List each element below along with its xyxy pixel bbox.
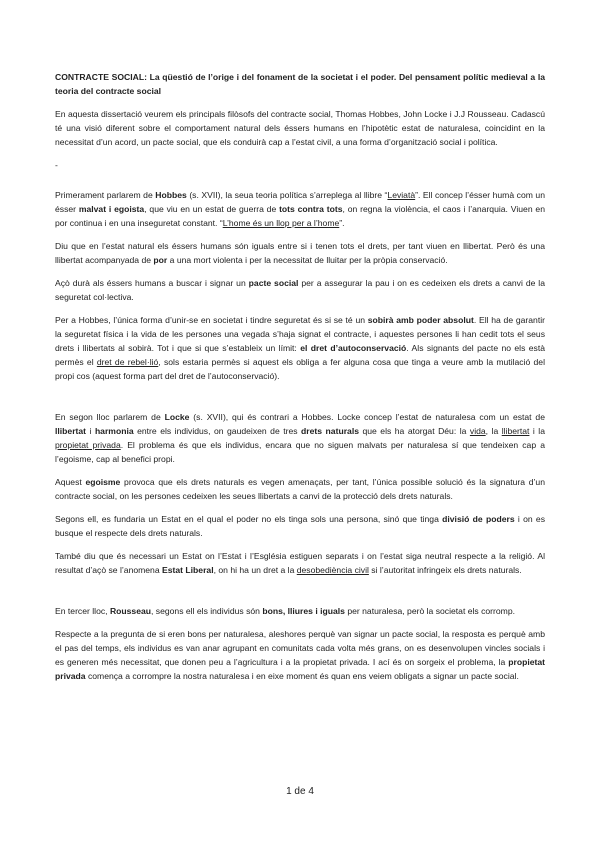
rousseau-paragraph-1: En tercer lloc, Rousseau, segons ell els individus són bons, lliures i iguals per naturalesa, però la societat els corromp. (55, 606, 516, 616)
hobbes-paragraph-3: Açò durà als éssers humans a buscar i signar un pacte social per a assegurar la pau i on es cedeixen els drets a canvi de la seguretat col·lectiva. (55, 278, 545, 302)
section-gap (55, 586, 545, 604)
page-number: 1 de 4 (286, 786, 314, 797)
hobbes-paragraph-2: Diu que en l’estat natural els éssers humans són iguals entre si i tenen tots el drets, per tant viuen en llibertat. Però és una llibertat acompanyada de por a una mort violenta i per la necessitat de lluitar per la pròpia conservació. (55, 241, 545, 265)
document-title: CONTRACTE SOCIAL: La qüestió de l’orige i del fonament de la societat i el poder. Del pensament polític medieval a la teoria del contracte social (55, 72, 545, 96)
rousseau-paragraph-2: Respecte a la pregunta de si eren bons per naturalesa, aleshores perquè van signar un pacte social, la resposta es perquè amb el pas del temps, els individus es van anar agrupant en comunitats cada volta més grans, on es desenvolupen vincles socials i es generen més necessitat, que donen peu a l’agricultura i a la propietat privada. I ací és on sorgeix el problema, la propietat privada comença a corrompre la nostra naturalesa i en eixe moment és quan ens veiem obligats a signar un pacte social. (55, 629, 545, 681)
locke-paragraph-1: En segon lloc parlarem de Locke (s. XVII), qui és contrari a Hobbes. Locke concep l’estat de naturalesa com un estat de llibertat i harmonia entre els individus, on gaudeixen de tres drets naturals que els ha atorgat Déu: la vida, la llibertat i la propietat privada. El problema és que els individus, encara que no siguen malvats per naturalesa sí que tendeixen cap a l’egoisme, cap al benefici propi. (55, 412, 545, 464)
separator-dash: - (55, 160, 58, 170)
section-gap (55, 392, 545, 410)
locke-paragraph-3: Segons ell, es fundaria un Estat en el qual el poder no els tinga sols una persona, sinó que tinga divisió de poders i on es busque el respecte dels drets naturals. (55, 514, 545, 538)
intro-paragraph: En aquesta dissertació veurem els principals filòsofs del contracte social, Thomas Hobbes, John Locke i J.J Rousseau. Cadascú té una visió diferent sobre el comportament natural dels éssers humans en l’hipotètic estat de naturalesa, coincidint en la necessitat d’un acord, un pacte social, que els conduirà cap a l’estat civil, a una forma d’organització social i política. (55, 109, 545, 147)
hobbes-paragraph-4: Per a Hobbes, l’única forma d’unir-se en societat i tindre seguretat és si se té un sobirà amb poder absolut. Ell ha de garantir la seguretat física i la vida de les persones una vegada s’haja signat el contracte, i aquestes persones li han cedit tots el seus drets i llibertats al sobirà. Tot i que si que s’estableix un límit: el dret d’autoconservació. Als signants del pacte no els està permès el dret de rebel·lió, sols estaria permès si aquest els obliga a fer alguna cosa que tinga a veure amb la mutilació del propi cos (aquest forma part del dret de l’autoconservació). (55, 315, 545, 381)
locke-paragraph-4: També diu que és necessari un Estat on l’Estat i l’Església estiguen separats i on l’estat siga neutral respecte a la religió. Al resultat d’açò se l’anomena Estat Liberal, on hi ha un dret a la desobediència civil si l’autoritat infringeix els drets naturals. (55, 551, 545, 575)
locke-paragraph-2: Aquest egoisme provoca que els drets naturals es vegen amenaçats, per tant, l’única possible solució és la signatura d’un contracte social, on les persones cedeixen les seues llibertats a canvi de la protecció dels drets naturals. (55, 477, 545, 501)
hobbes-paragraph-1: Primerament parlarem de Hobbes (s. XVII), la seua teoria política s’arreplega al llibre “Leviatà”. Ell concep l’ésser humà com un ésser malvat i egoista, que viu en un estat de guerra de tots contra tots, on regna la violència, el caos i l’anarquia. Viuen en por continua i en una inseguretat constant. “L’home és un llop per a l’home”. (55, 190, 545, 228)
document-page (55, 70, 545, 692)
